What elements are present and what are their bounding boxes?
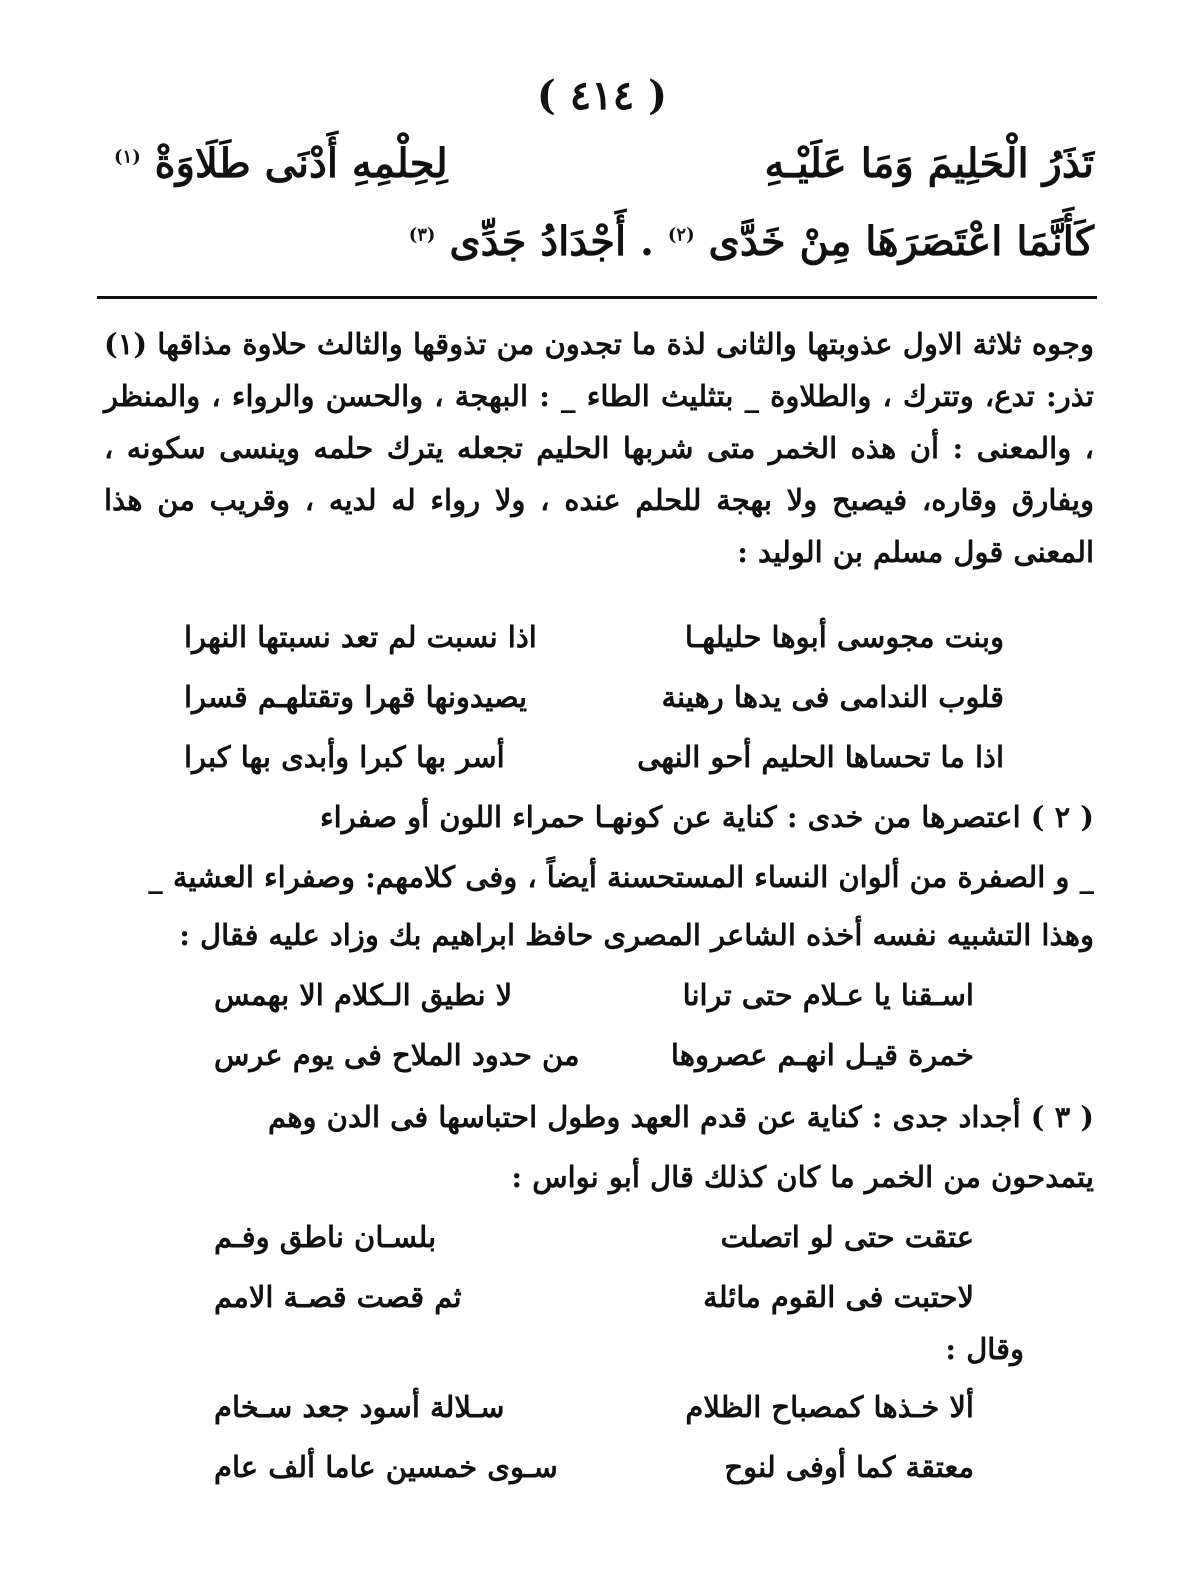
verse-1-first-hemistich: تَذَرُ الْحَلِيمَ وَمَا عَلَيْـهِ	[764, 140, 1094, 187]
footnote-ref-2: (٢)	[667, 224, 695, 246]
verse-2-first-text: كَأَنَّمَا اعْتَصَرَهَا مِنْ خَدَّى	[708, 218, 1094, 265]
poem-3-line-1	[214, 1220, 974, 1254]
poem-2-line-2-a: خمرة قيـل انهـم عصروها	[670, 1038, 974, 1072]
poem-1-line-2-a: قلوب الندامى فى يدها رهينة	[661, 680, 1004, 714]
verse-1-second-hemistich	[114, 140, 448, 187]
and-said-label: وقال :	[945, 1332, 1024, 1366]
poem-4-line-1-b: سـلالة أسود جعد سـخام	[214, 1390, 505, 1424]
poem-3-line-1-a: عتقت حتى لو اتصلت	[720, 1220, 974, 1254]
main-verse-1	[114, 140, 1094, 187]
poem-4-line-2-b: سـوى خمسين عاما ألف عام	[214, 1450, 558, 1484]
poem-3-line-1-b: بلسـان ناطق وفـم	[214, 1220, 437, 1254]
poem-3-line-2-a: لاحتبت فى القوم مائلة	[703, 1280, 974, 1314]
note-2-line-1: ( ٢ ) اعتصرها من خدى : كناية عن كونهـا حمراء اللون أو صفراء	[320, 800, 1094, 834]
poem-4-line-1	[214, 1390, 974, 1424]
footnote-ref-1: (١)	[114, 146, 141, 168]
commentary-paragraph-1: وجوه ثلاثة الاول عذوبتها والثانى لذة ما تجدون من تذوقها والثالث حلاوة مذاقها (١) تذر: تدع، وتترك ، والطلاوة _ بتثليث الطاء _ : البهجة ، والحسن والرواء ، والمنظر ، والمعنى : أن هذه الخمر متى شربها الحليم تجعله يترك حلمه وينسى سكونه ، ويفارق وقاره، فيصبح ولا بهجة للحلم عنده ، ولا رواء له لديه ، وقريب من هذا المعنى قول مسلم بن الوليد :	[104, 327, 1094, 569]
poem-2-line-2-b: من حدود الملاح فى يوم عرس	[214, 1038, 580, 1072]
separator-rule	[97, 296, 1097, 299]
verse-2-line	[409, 218, 1094, 265]
note-2-line-3: وهذا التشبيه نفسه أخذه الشاعر المصرى حافظ ابراهيم بك وزاد عليه فقال :	[179, 918, 1094, 952]
poem-2-line-1-a: اسـقنا يا عـلام حتى ترانا	[682, 978, 974, 1012]
poem-2-line-1-b: لا نطيق الـكلام الا بهمس	[214, 978, 513, 1012]
poem-1-line-3-a: اذا ما تحساها الحليم أحو النهى	[637, 740, 1004, 774]
poem-1-line-1-a: وبنت مجوسى أبوها حليلهـا	[684, 620, 1004, 654]
poem-4-line-2	[214, 1450, 974, 1484]
poem-1-line-3-b: أسر بها كبرا وأبدى بها كبرا	[184, 740, 505, 774]
poem-2-line-2	[214, 1038, 974, 1072]
poem-1-line-2	[184, 680, 1004, 714]
poem-1-line-1	[184, 620, 1004, 654]
page-number: ( ٤١٤ )	[536, 72, 668, 119]
poem-3-line-2	[214, 1280, 974, 1314]
note-2-line-2: _ و الصفرة من ألوان النساء المستحسنة أيضاً ، وفى كلامهم: وصفراء العشية _	[148, 860, 1094, 894]
poem-1-line-2-b: يصيدونها قهرا وتقتلهـم قسرا	[184, 680, 528, 714]
verse-1-second-text: لِحِلْمِهِ أَدْنَى طَلَاوَةْ	[154, 140, 448, 187]
main-verse-2	[114, 218, 1094, 265]
note-3-line-1: ( ٣ ) أجداد جدى : كناية عن قدم العهد وطول احتباسها فى الدن وهم	[267, 1100, 1094, 1134]
note-3-line-2: يتمدحون من الخمر ما كان كذلك قال أبو نواس :	[511, 1160, 1094, 1194]
poem-2-line-1	[214, 978, 974, 1012]
poem-4-line-1-a: ألا خـذها كمصباح الظلام	[685, 1390, 974, 1424]
poem-1-line-3	[184, 740, 1004, 774]
poem-4-line-2-a: معتقة كما أوفى لنوح	[724, 1450, 974, 1484]
footnote-ref-3: (٣)	[408, 224, 436, 246]
poem-3-line-2-b: ثم قصت قصـة الامم	[214, 1280, 462, 1314]
poem-1-line-1-b: اذا نسبت لم تعد نسبتها النهرا	[184, 620, 537, 654]
verse-2-second-text: . أَجْدَادُ جَدِّى	[449, 218, 654, 265]
